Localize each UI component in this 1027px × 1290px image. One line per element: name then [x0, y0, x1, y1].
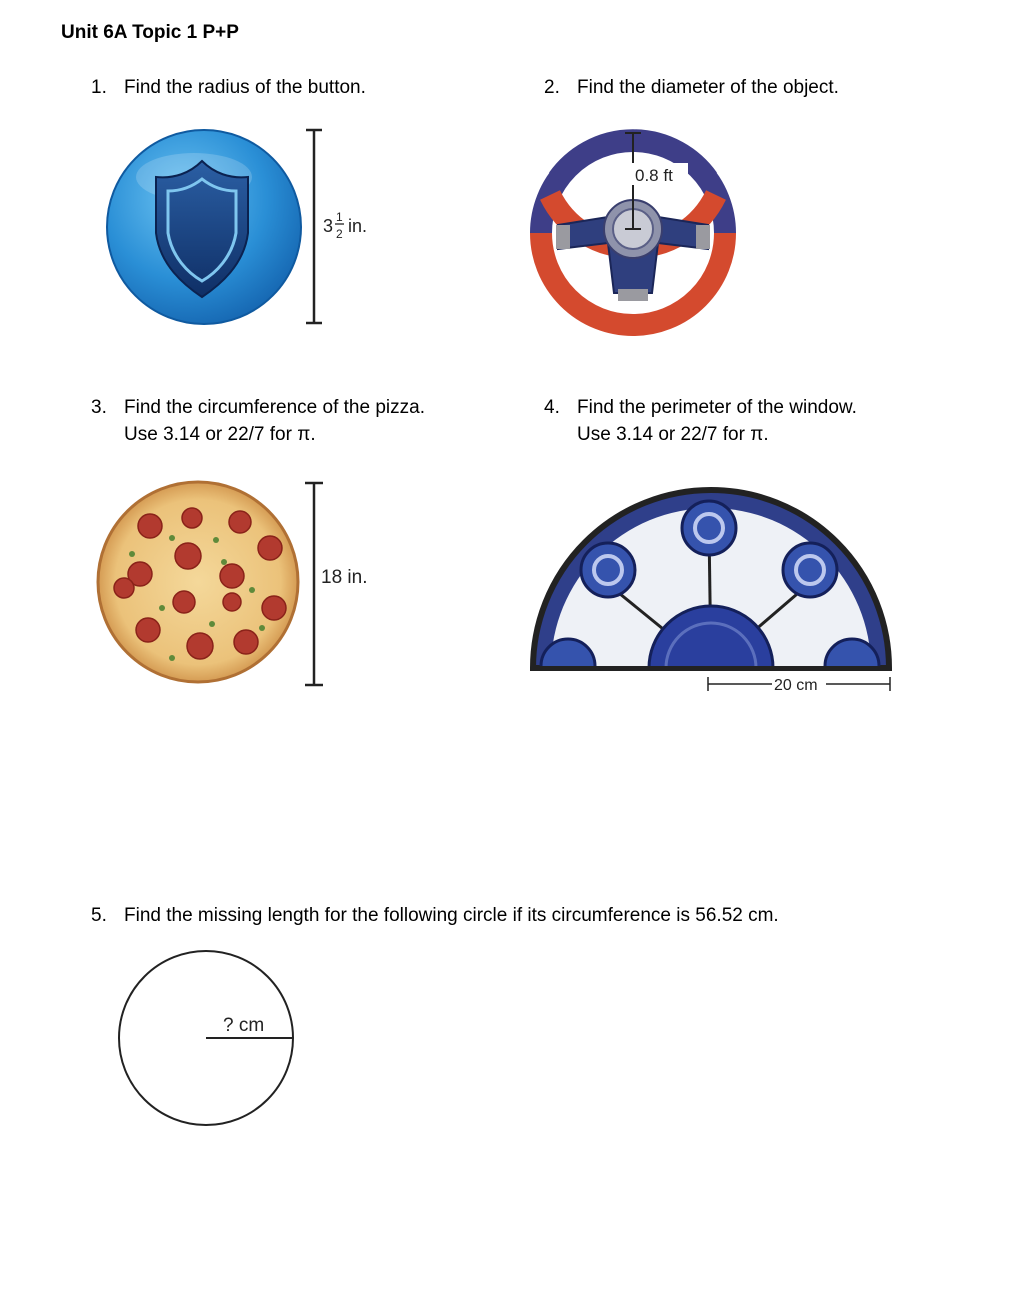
- pizza-figure: [92, 478, 392, 693]
- question-number: 3.: [91, 397, 107, 418]
- circle-figure: [110, 942, 310, 1137]
- question-text: Find the missing length for the following circle if its circumference is 56.52 cm.: [124, 905, 779, 926]
- question-4: [544, 394, 857, 448]
- dimension-denominator: 2: [336, 227, 343, 241]
- button-figure: [90, 115, 400, 340]
- question-number: 5.: [91, 905, 107, 926]
- dimension-unit: in.: [348, 216, 368, 236]
- question-hint: Use 3.14 or 22/7 for π.: [577, 424, 769, 445]
- dimension-label: 20 cm: [774, 677, 818, 694]
- dimension-label: 0.8 ft: [635, 166, 673, 185]
- question-text: Find the perimeter of the window.: [577, 397, 857, 418]
- question-2: [544, 74, 839, 101]
- dimension-line: [306, 130, 322, 323]
- question-5: [91, 902, 779, 929]
- page-title: Unit 6A Topic 1 P+P: [61, 22, 239, 43]
- window-figure: [528, 486, 898, 701]
- dimension-label: 18 in.: [321, 567, 368, 588]
- question-number: 1.: [91, 77, 107, 98]
- dimension-whole: 3: [323, 216, 334, 236]
- dimension-numerator: 1: [336, 210, 343, 224]
- question-3: [91, 394, 425, 448]
- question-text: Find the diameter of the object.: [577, 77, 839, 98]
- question-number: 4.: [544, 397, 560, 418]
- steering-wheel-figure: [528, 125, 738, 340]
- question-hint: Use 3.14 or 22/7 for π.: [124, 424, 316, 445]
- radius-label: ? cm: [223, 1015, 265, 1036]
- question-number: 2.: [544, 77, 560, 98]
- question-text: Find the circumference of the pizza.: [124, 397, 425, 418]
- question-1: [91, 74, 366, 101]
- question-text: Find the radius of the button.: [124, 77, 366, 98]
